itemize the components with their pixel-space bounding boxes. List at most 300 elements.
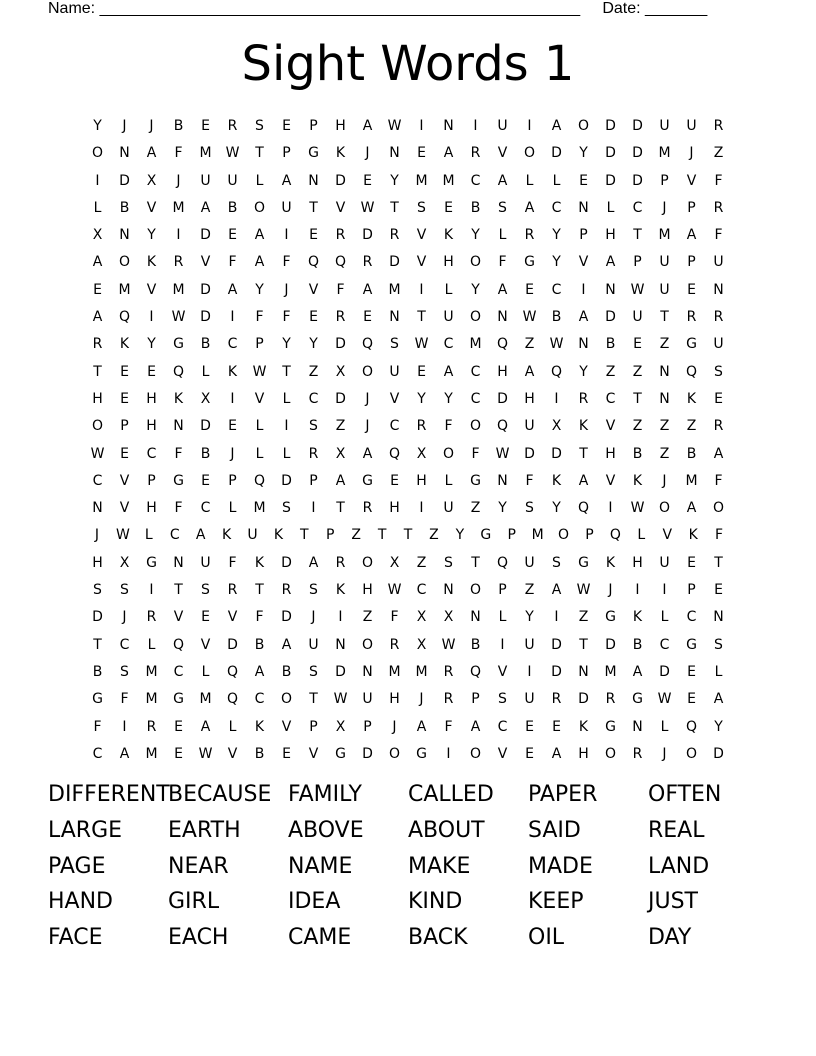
grid-letter: V bbox=[605, 472, 616, 489]
letter-grid bbox=[84, 113, 732, 768]
grid-letter: S bbox=[714, 363, 723, 380]
grid-letter: F bbox=[714, 227, 723, 244]
grid-letter: Y bbox=[552, 254, 561, 271]
grid-letter: R bbox=[227, 118, 238, 134]
grid-letter: A bbox=[362, 118, 373, 134]
grid-letter: C bbox=[416, 582, 427, 599]
grid-letter: R bbox=[713, 309, 724, 326]
grid-letter: C bbox=[443, 336, 454, 353]
grid-letter: J bbox=[662, 472, 667, 489]
grid-letter: S bbox=[525, 500, 534, 517]
grid-letter: J bbox=[122, 118, 127, 134]
word-bank-item: DIFFERENT bbox=[48, 782, 170, 807]
word-bank bbox=[48, 777, 768, 956]
grid-letter: R bbox=[713, 118, 724, 134]
grid-letter: R bbox=[362, 500, 373, 517]
grid-letter: G bbox=[578, 554, 589, 571]
grid-letter: T bbox=[93, 636, 102, 653]
grid-letter: O bbox=[253, 199, 266, 216]
grid-letter: V bbox=[308, 281, 319, 298]
word-bank-item: FACE bbox=[48, 925, 103, 951]
grid-letter: O bbox=[442, 445, 455, 462]
grid-letter: N bbox=[119, 145, 130, 162]
grid-letter: T bbox=[300, 527, 309, 544]
grid-letter: Y bbox=[714, 718, 723, 735]
grid-letter: Y bbox=[282, 336, 291, 353]
grid-letter: D bbox=[524, 445, 535, 462]
grid-letter: R bbox=[389, 227, 400, 244]
grid-letter: P bbox=[579, 227, 588, 244]
grid-letter: N bbox=[443, 118, 454, 134]
grid-letter: M bbox=[469, 336, 482, 353]
grid-letter: P bbox=[147, 472, 156, 489]
grid-letter: A bbox=[200, 718, 211, 735]
grid-letter: E bbox=[579, 172, 588, 189]
grid-letter: T bbox=[255, 582, 264, 599]
grid-letter: V bbox=[389, 390, 400, 407]
grid-letter: I bbox=[311, 500, 316, 517]
grid-letter: B bbox=[92, 663, 103, 680]
grid-letter: L bbox=[147, 636, 156, 653]
grid-letter: D bbox=[335, 663, 346, 680]
grid-letter: B bbox=[281, 663, 292, 680]
grid-letter: A bbox=[146, 145, 157, 162]
grid-letter: C bbox=[173, 663, 184, 680]
grid-row bbox=[84, 195, 732, 222]
grid-letter: L bbox=[228, 718, 237, 735]
grid-letter: T bbox=[579, 636, 588, 653]
grid-letter: K bbox=[578, 418, 589, 435]
grid-letter: C bbox=[389, 418, 400, 435]
grid-letter: A bbox=[92, 254, 103, 271]
grid-row bbox=[84, 222, 732, 249]
grid-letter: J bbox=[392, 718, 397, 735]
grid-letter: U bbox=[443, 309, 454, 326]
grid-letter: V bbox=[146, 281, 157, 298]
grid-letter: S bbox=[498, 199, 507, 216]
grid-letter: D bbox=[119, 172, 130, 189]
grid-letter: U bbox=[247, 527, 258, 544]
grid-letter: W bbox=[495, 445, 510, 462]
grid-letter: Q bbox=[685, 718, 698, 735]
grid-letter: R bbox=[416, 418, 427, 435]
grid-letter: D bbox=[551, 145, 562, 162]
grid-letter: R bbox=[443, 663, 454, 680]
grid-letter: K bbox=[551, 472, 562, 489]
grid-letter: W bbox=[225, 145, 240, 162]
grid-letter: Z bbox=[524, 582, 535, 599]
grid-letter: K bbox=[221, 527, 232, 544]
grid-letter: X bbox=[92, 227, 103, 244]
grid-letter: F bbox=[120, 691, 129, 708]
grid-letter: J bbox=[662, 199, 667, 216]
grid-letter: X bbox=[443, 609, 454, 626]
grid-letter: G bbox=[524, 254, 535, 271]
grid-letter: Z bbox=[578, 609, 589, 626]
grid-letter: W bbox=[522, 309, 537, 326]
grid-letter: I bbox=[473, 118, 478, 134]
grid-letter: G bbox=[92, 691, 103, 708]
grid-row bbox=[84, 359, 732, 386]
grid-letter: I bbox=[284, 418, 289, 435]
grid-letter: F bbox=[228, 554, 237, 571]
grid-letter: N bbox=[605, 281, 616, 298]
grid-letter: F bbox=[714, 472, 723, 489]
word-bank-item: ABOUT bbox=[408, 817, 485, 843]
grid-letter: H bbox=[497, 363, 508, 380]
grid-letter: D bbox=[200, 418, 211, 435]
grid-letter: N bbox=[389, 145, 400, 162]
grid-letter: D bbox=[281, 554, 292, 571]
grid-letter: P bbox=[687, 254, 696, 271]
grid-letter: B bbox=[254, 745, 265, 762]
grid-letter: P bbox=[228, 472, 237, 489]
grid-letter: O bbox=[91, 145, 104, 162]
grid-letter: L bbox=[498, 227, 507, 244]
grid-letter: H bbox=[146, 390, 157, 407]
grid-letter: O bbox=[658, 500, 671, 517]
grid-letter: E bbox=[228, 418, 237, 435]
grid-letter: Y bbox=[552, 500, 561, 517]
grid-letter: P bbox=[687, 199, 696, 216]
grid-letter: A bbox=[195, 527, 206, 544]
grid-letter: J bbox=[149, 118, 154, 134]
grid-letter: I bbox=[446, 745, 451, 762]
grid-letter: N bbox=[470, 609, 481, 626]
grid-letter: B bbox=[227, 199, 238, 216]
grid-letter: Y bbox=[455, 527, 465, 544]
grid-letter: R bbox=[605, 691, 616, 708]
grid-letter: U bbox=[362, 691, 373, 708]
grid-letter: V bbox=[254, 390, 265, 407]
grid-letter: V bbox=[200, 636, 211, 653]
grid-letter: O bbox=[361, 554, 374, 571]
grid-letter: N bbox=[497, 309, 508, 326]
grid-letter: L bbox=[660, 609, 669, 626]
grid-letter: Y bbox=[147, 227, 156, 244]
grid-letter: J bbox=[230, 445, 235, 462]
grid-letter: A bbox=[578, 472, 589, 489]
grid-letter: W bbox=[630, 500, 645, 517]
grid-letter: B bbox=[119, 199, 130, 216]
grid-letter: D bbox=[551, 636, 562, 653]
grid-letter: H bbox=[146, 500, 157, 517]
word-bank-item: DAY bbox=[648, 925, 692, 951]
grid-letter: A bbox=[281, 172, 292, 189]
grid-letter: G bbox=[335, 745, 346, 762]
grid-letter: G bbox=[173, 336, 184, 353]
grid-letter: G bbox=[173, 472, 184, 489]
grid-letter: K bbox=[443, 227, 454, 244]
grid-letter: U bbox=[200, 172, 211, 189]
grid-letter: A bbox=[443, 363, 454, 380]
grid-letter: F bbox=[255, 309, 264, 326]
grid-letter: A bbox=[227, 281, 238, 298]
grid-letter: O bbox=[388, 745, 401, 762]
grid-letter: S bbox=[255, 118, 264, 134]
grid-letter: P bbox=[471, 691, 480, 708]
grid-letter: D bbox=[551, 663, 562, 680]
grid-letter: F bbox=[174, 145, 183, 162]
grid-letter: L bbox=[498, 609, 507, 626]
grid-letter: U bbox=[524, 691, 535, 708]
grid-letter: D bbox=[335, 390, 346, 407]
grid-letter: G bbox=[686, 636, 697, 653]
grid-letter: I bbox=[95, 172, 100, 189]
grid-letter: S bbox=[309, 582, 318, 599]
grid-letter: V bbox=[416, 227, 427, 244]
grid-letter: E bbox=[282, 745, 291, 762]
grid-letter: V bbox=[686, 172, 697, 189]
grid-letter: B bbox=[254, 636, 265, 653]
grid-letter: E bbox=[147, 363, 156, 380]
grid-letter: C bbox=[632, 199, 643, 216]
grid-letter: B bbox=[200, 336, 211, 353]
grid-letter: C bbox=[119, 636, 130, 653]
grid-letter: I bbox=[122, 718, 127, 735]
grid-letter: R bbox=[524, 227, 535, 244]
word-bank-item: MADE bbox=[528, 853, 593, 879]
grid-row bbox=[84, 741, 732, 768]
grid-letter: A bbox=[470, 718, 481, 735]
grid-letter: F bbox=[282, 309, 291, 326]
grid-letter: P bbox=[498, 582, 507, 599]
grid-letter: D bbox=[659, 663, 670, 680]
word-bank-item: PAPER bbox=[528, 782, 598, 807]
grid-letter: Z bbox=[605, 363, 616, 380]
grid-letter: E bbox=[120, 390, 129, 407]
grid-letter: Y bbox=[309, 336, 318, 353]
grid-letter: G bbox=[173, 691, 184, 708]
grid-letter: C bbox=[92, 745, 103, 762]
grid-letter: V bbox=[146, 199, 157, 216]
grid-letter: W bbox=[657, 691, 672, 708]
grid-letter: X bbox=[335, 363, 346, 380]
grid-letter: A bbox=[551, 118, 562, 134]
grid-letter: L bbox=[93, 199, 102, 216]
grid-letter: Y bbox=[255, 281, 264, 298]
grid-letter: D bbox=[200, 281, 211, 298]
grid-letter: M bbox=[118, 281, 131, 298]
grid-letter: T bbox=[633, 390, 642, 407]
grid-letter: Q bbox=[496, 554, 509, 571]
grid-letter: T bbox=[471, 554, 480, 571]
grid-letter: C bbox=[470, 363, 481, 380]
grid-letter: S bbox=[444, 554, 453, 571]
grid-letter: N bbox=[173, 418, 184, 435]
grid-letter: F bbox=[714, 172, 723, 189]
grid-letter: I bbox=[419, 500, 424, 517]
grid-row bbox=[84, 495, 732, 522]
grid-letter: R bbox=[443, 691, 454, 708]
grid-letter: Z bbox=[659, 336, 670, 353]
grid-letter: W bbox=[441, 636, 456, 653]
grid-letter: Y bbox=[417, 390, 426, 407]
word-bank-item: LARGE bbox=[48, 817, 123, 843]
grid-letter: K bbox=[688, 527, 698, 544]
grid-letter: S bbox=[309, 663, 318, 680]
grid-letter: S bbox=[714, 636, 723, 653]
grid-row bbox=[84, 386, 732, 413]
grid-letter: A bbox=[92, 309, 103, 326]
grid-letter: M bbox=[172, 199, 185, 216]
grid-letter: X bbox=[335, 445, 346, 462]
grid-letter: N bbox=[713, 281, 724, 298]
grid-letter: G bbox=[605, 718, 616, 735]
grid-letter: U bbox=[713, 336, 724, 353]
grid-letter: Y bbox=[390, 172, 399, 189]
grid-letter: R bbox=[173, 254, 184, 271]
grid-letter: B bbox=[200, 445, 211, 462]
grid-letter: Z bbox=[524, 336, 535, 353]
grid-letter: U bbox=[443, 500, 454, 517]
grid-letter: T bbox=[403, 527, 413, 544]
grid-letter: V bbox=[605, 418, 616, 435]
grid-letter: L bbox=[255, 445, 264, 462]
grid-letter: W bbox=[252, 363, 267, 380]
grid-letter: U bbox=[524, 418, 535, 435]
grid-letter: I bbox=[149, 309, 154, 326]
grid-letter: N bbox=[389, 309, 400, 326]
grid-letter: B bbox=[551, 309, 562, 326]
grid-letter: N bbox=[659, 363, 670, 380]
grid-letter: U bbox=[200, 554, 211, 571]
grid-letter: Q bbox=[577, 500, 590, 517]
grid-letter: D bbox=[632, 118, 643, 134]
grid-letter: J bbox=[94, 527, 100, 544]
grid-letter: N bbox=[119, 227, 130, 244]
grid-letter: R bbox=[551, 691, 562, 708]
word-bank-item: EACH bbox=[168, 925, 229, 951]
word-bank-item: LAND bbox=[648, 853, 710, 879]
grid-letter: E bbox=[363, 172, 372, 189]
grid-letter: I bbox=[662, 582, 667, 599]
grid-letter: D bbox=[362, 227, 373, 244]
grid-letter: H bbox=[443, 254, 454, 271]
grid-letter: E bbox=[714, 582, 723, 599]
grid-letter: T bbox=[417, 309, 426, 326]
grid-letter: E bbox=[714, 390, 723, 407]
grid-row bbox=[84, 714, 732, 741]
grid-letter: H bbox=[524, 390, 535, 407]
grid-row bbox=[84, 686, 732, 713]
grid-letter: M bbox=[388, 281, 401, 298]
grid-letter: A bbox=[578, 309, 589, 326]
grid-letter: Q bbox=[334, 254, 347, 271]
grid-letter: V bbox=[497, 663, 508, 680]
word-bank-item: KIND bbox=[408, 889, 463, 915]
grid-letter: U bbox=[659, 281, 670, 298]
grid-letter: A bbox=[686, 500, 697, 517]
page-title: Sight Words 1 bbox=[241, 36, 575, 92]
grid-letter: F bbox=[525, 472, 534, 489]
grid-letter: Q bbox=[226, 691, 239, 708]
grid-letter: C bbox=[308, 390, 319, 407]
grid-letter: O bbox=[577, 118, 590, 134]
grid-letter: I bbox=[176, 227, 181, 244]
grid-letter: I bbox=[230, 390, 235, 407]
grid-letter: J bbox=[311, 609, 316, 626]
grid-letter: A bbox=[686, 227, 697, 244]
grid-letter: E bbox=[687, 691, 696, 708]
grid-letter: U bbox=[686, 118, 697, 134]
grid-letter: M bbox=[685, 472, 698, 489]
grid-letter: G bbox=[686, 336, 697, 353]
grid-letter: I bbox=[554, 609, 559, 626]
grid-letter: D bbox=[632, 145, 643, 162]
grid-letter: Z bbox=[713, 145, 724, 162]
grid-letter: F bbox=[471, 445, 480, 462]
grid-letter: J bbox=[122, 609, 127, 626]
grid-letter: Z bbox=[659, 445, 670, 462]
word-bank-item: BECAUSE bbox=[168, 782, 272, 807]
grid-letter: F bbox=[228, 254, 237, 271]
grid-letter: D bbox=[632, 172, 643, 189]
grid-letter: W bbox=[387, 582, 402, 599]
grid-letter: C bbox=[686, 609, 697, 626]
grid-letter: U bbox=[659, 118, 670, 134]
grid-letter: R bbox=[713, 418, 724, 435]
grid-letter: A bbox=[524, 363, 535, 380]
grid-letter: K bbox=[335, 145, 346, 162]
grid-letter: K bbox=[273, 527, 283, 544]
grid-letter: H bbox=[146, 418, 157, 435]
grid-letter: B bbox=[470, 199, 481, 216]
grid-letter: J bbox=[419, 691, 424, 708]
grid-letter: C bbox=[605, 390, 616, 407]
grid-letter: H bbox=[92, 390, 103, 407]
grid-letter: U bbox=[227, 172, 238, 189]
grid-letter: Q bbox=[361, 336, 374, 353]
grid-letter: J bbox=[284, 281, 289, 298]
grid-letter: O bbox=[118, 254, 131, 271]
word-bank-item: REAL bbox=[648, 817, 705, 843]
grid-letter: M bbox=[199, 691, 212, 708]
grid-letter: E bbox=[120, 363, 129, 380]
grid-letter: R bbox=[578, 390, 589, 407]
grid-letter: A bbox=[200, 199, 211, 216]
grid-letter: A bbox=[524, 199, 535, 216]
grid-letter: D bbox=[605, 118, 616, 134]
grid-letter: R bbox=[281, 582, 292, 599]
grid-row bbox=[84, 441, 732, 468]
grid-letter: U bbox=[524, 554, 535, 571]
grid-letter: H bbox=[362, 582, 373, 599]
grid-letter: I bbox=[581, 281, 586, 298]
grid-letter: S bbox=[417, 199, 426, 216]
grid-letter: C bbox=[497, 718, 508, 735]
grid-letter: U bbox=[389, 363, 400, 380]
grid-letter: A bbox=[308, 554, 319, 571]
grid-letter: W bbox=[576, 582, 591, 599]
grid-letter: K bbox=[227, 363, 238, 380]
grid-letter: V bbox=[578, 254, 589, 271]
grid-letter: R bbox=[713, 199, 724, 216]
grid-letter: E bbox=[309, 309, 318, 326]
grid-letter: U bbox=[497, 118, 508, 134]
word-bank-item: NEAR bbox=[168, 853, 229, 879]
word-bank-item: OFTEN bbox=[648, 782, 722, 807]
grid-letter: C bbox=[169, 527, 180, 544]
grid-letter: I bbox=[527, 663, 532, 680]
grid-row bbox=[84, 277, 732, 304]
grid-letter: C bbox=[551, 199, 562, 216]
grid-letter: Z bbox=[335, 418, 346, 435]
grid-letter: F bbox=[336, 281, 345, 298]
grid-letter: B bbox=[173, 118, 184, 134]
grid-row bbox=[84, 331, 732, 358]
grid-letter: Y bbox=[471, 227, 480, 244]
